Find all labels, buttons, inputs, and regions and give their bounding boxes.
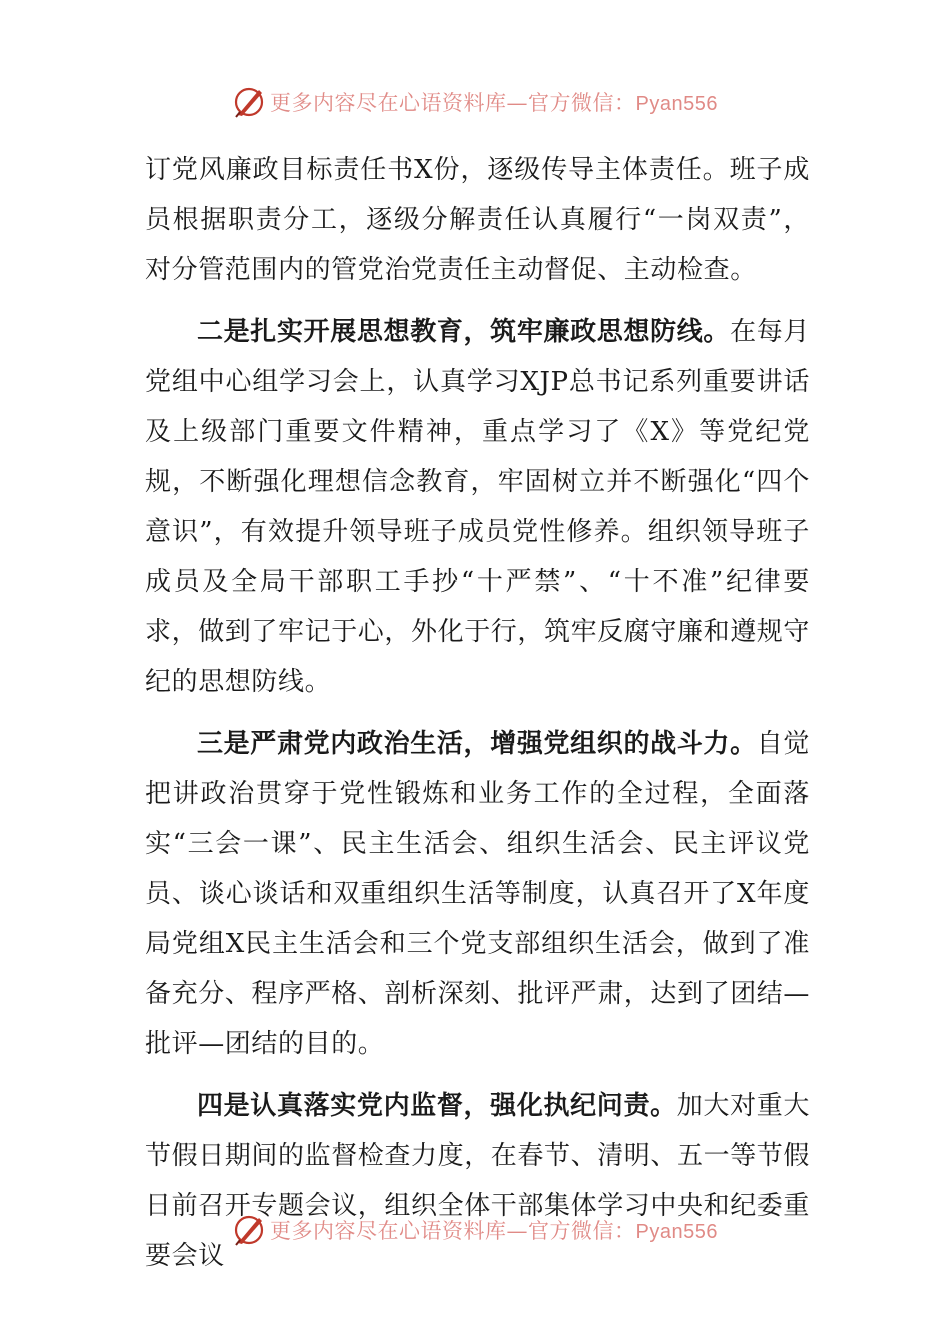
paragraph-1: 订党风廉政目标责任书X份，逐级传导主体责任。班子成员根据职责分工，逐级分解责任认真履行“一岗双责”，对分管范围内的管党治党责任主动督促、主动检查。 <box>145 155 810 285</box>
document-body <box>145 145 810 1293</box>
header-banner <box>0 82 950 122</box>
paragraph-2: 二是扎实开展思想教育，筑牢廉政思想防线。在每月党组中心组学习会上，认真学习XJP总书记系列重要讲话及上级部门重要文件精神，重点学习了《X》等党纪党规，不断强化理想信念教育，牢固树立并不断强化“四个意识”，有效提升领导班子成员党性修养。组织领导班子成员及全局干部职工手抄“十严禁”、“十不准”纪律要求，做到了牢记于心，外化于行，筑牢反腐守廉和遵规守纪的思想防线。 <box>145 317 811 697</box>
footer-banner <box>0 1210 950 1250</box>
paragraph-4: 四是认真落实党内监督，强化执纪问责。加大对重大节假日期间的监督检查力度，在春节、清明、五一等节假日前召开专题会议，组织全体干部集体学习中央和纪委重要会议 <box>145 1091 811 1271</box>
paragraph-3-heading: 三是严肃党内政治生活，增强党组织的战斗力。 <box>197 729 757 759</box>
paragraph-3: 三是严肃党内政治生活，增强党组织的战斗力。自觉把讲政治贯穿于党性锻炼和业务工作的全过程，全面落实“三会一课”、民主生活会、组织生活会、民主评议党员、谈心谈话和双重组织生活等制度，认真召开了X年度局党组X民主生活会和三个党支部组织生活会，做到了准备充分、程序严格、剖析深刻、批评严肃，达到了团结—批评—团结的目的。 <box>145 729 811 1059</box>
paragraph-2-heading: 二是扎实开展思想教育，筑牢廉政思想防线。 <box>197 317 731 347</box>
footer-wechat-id: Pyan556 <box>635 1221 718 1243</box>
paragraph-4-heading: 四是认真落实党内监督，强化执纪问责。 <box>197 1091 677 1121</box>
quill-pen-logo-icon <box>232 85 266 119</box>
header-banner-text: 更多内容尽在心语资料库—官方微信：Pyan556 <box>270 91 718 115</box>
footer-banner-text: 更多内容尽在心语资料库—官方微信：Pyan556 <box>270 1219 718 1243</box>
header-wechat-id: Pyan556 <box>635 93 718 115</box>
quill-pen-logo-icon <box>232 1213 266 1247</box>
